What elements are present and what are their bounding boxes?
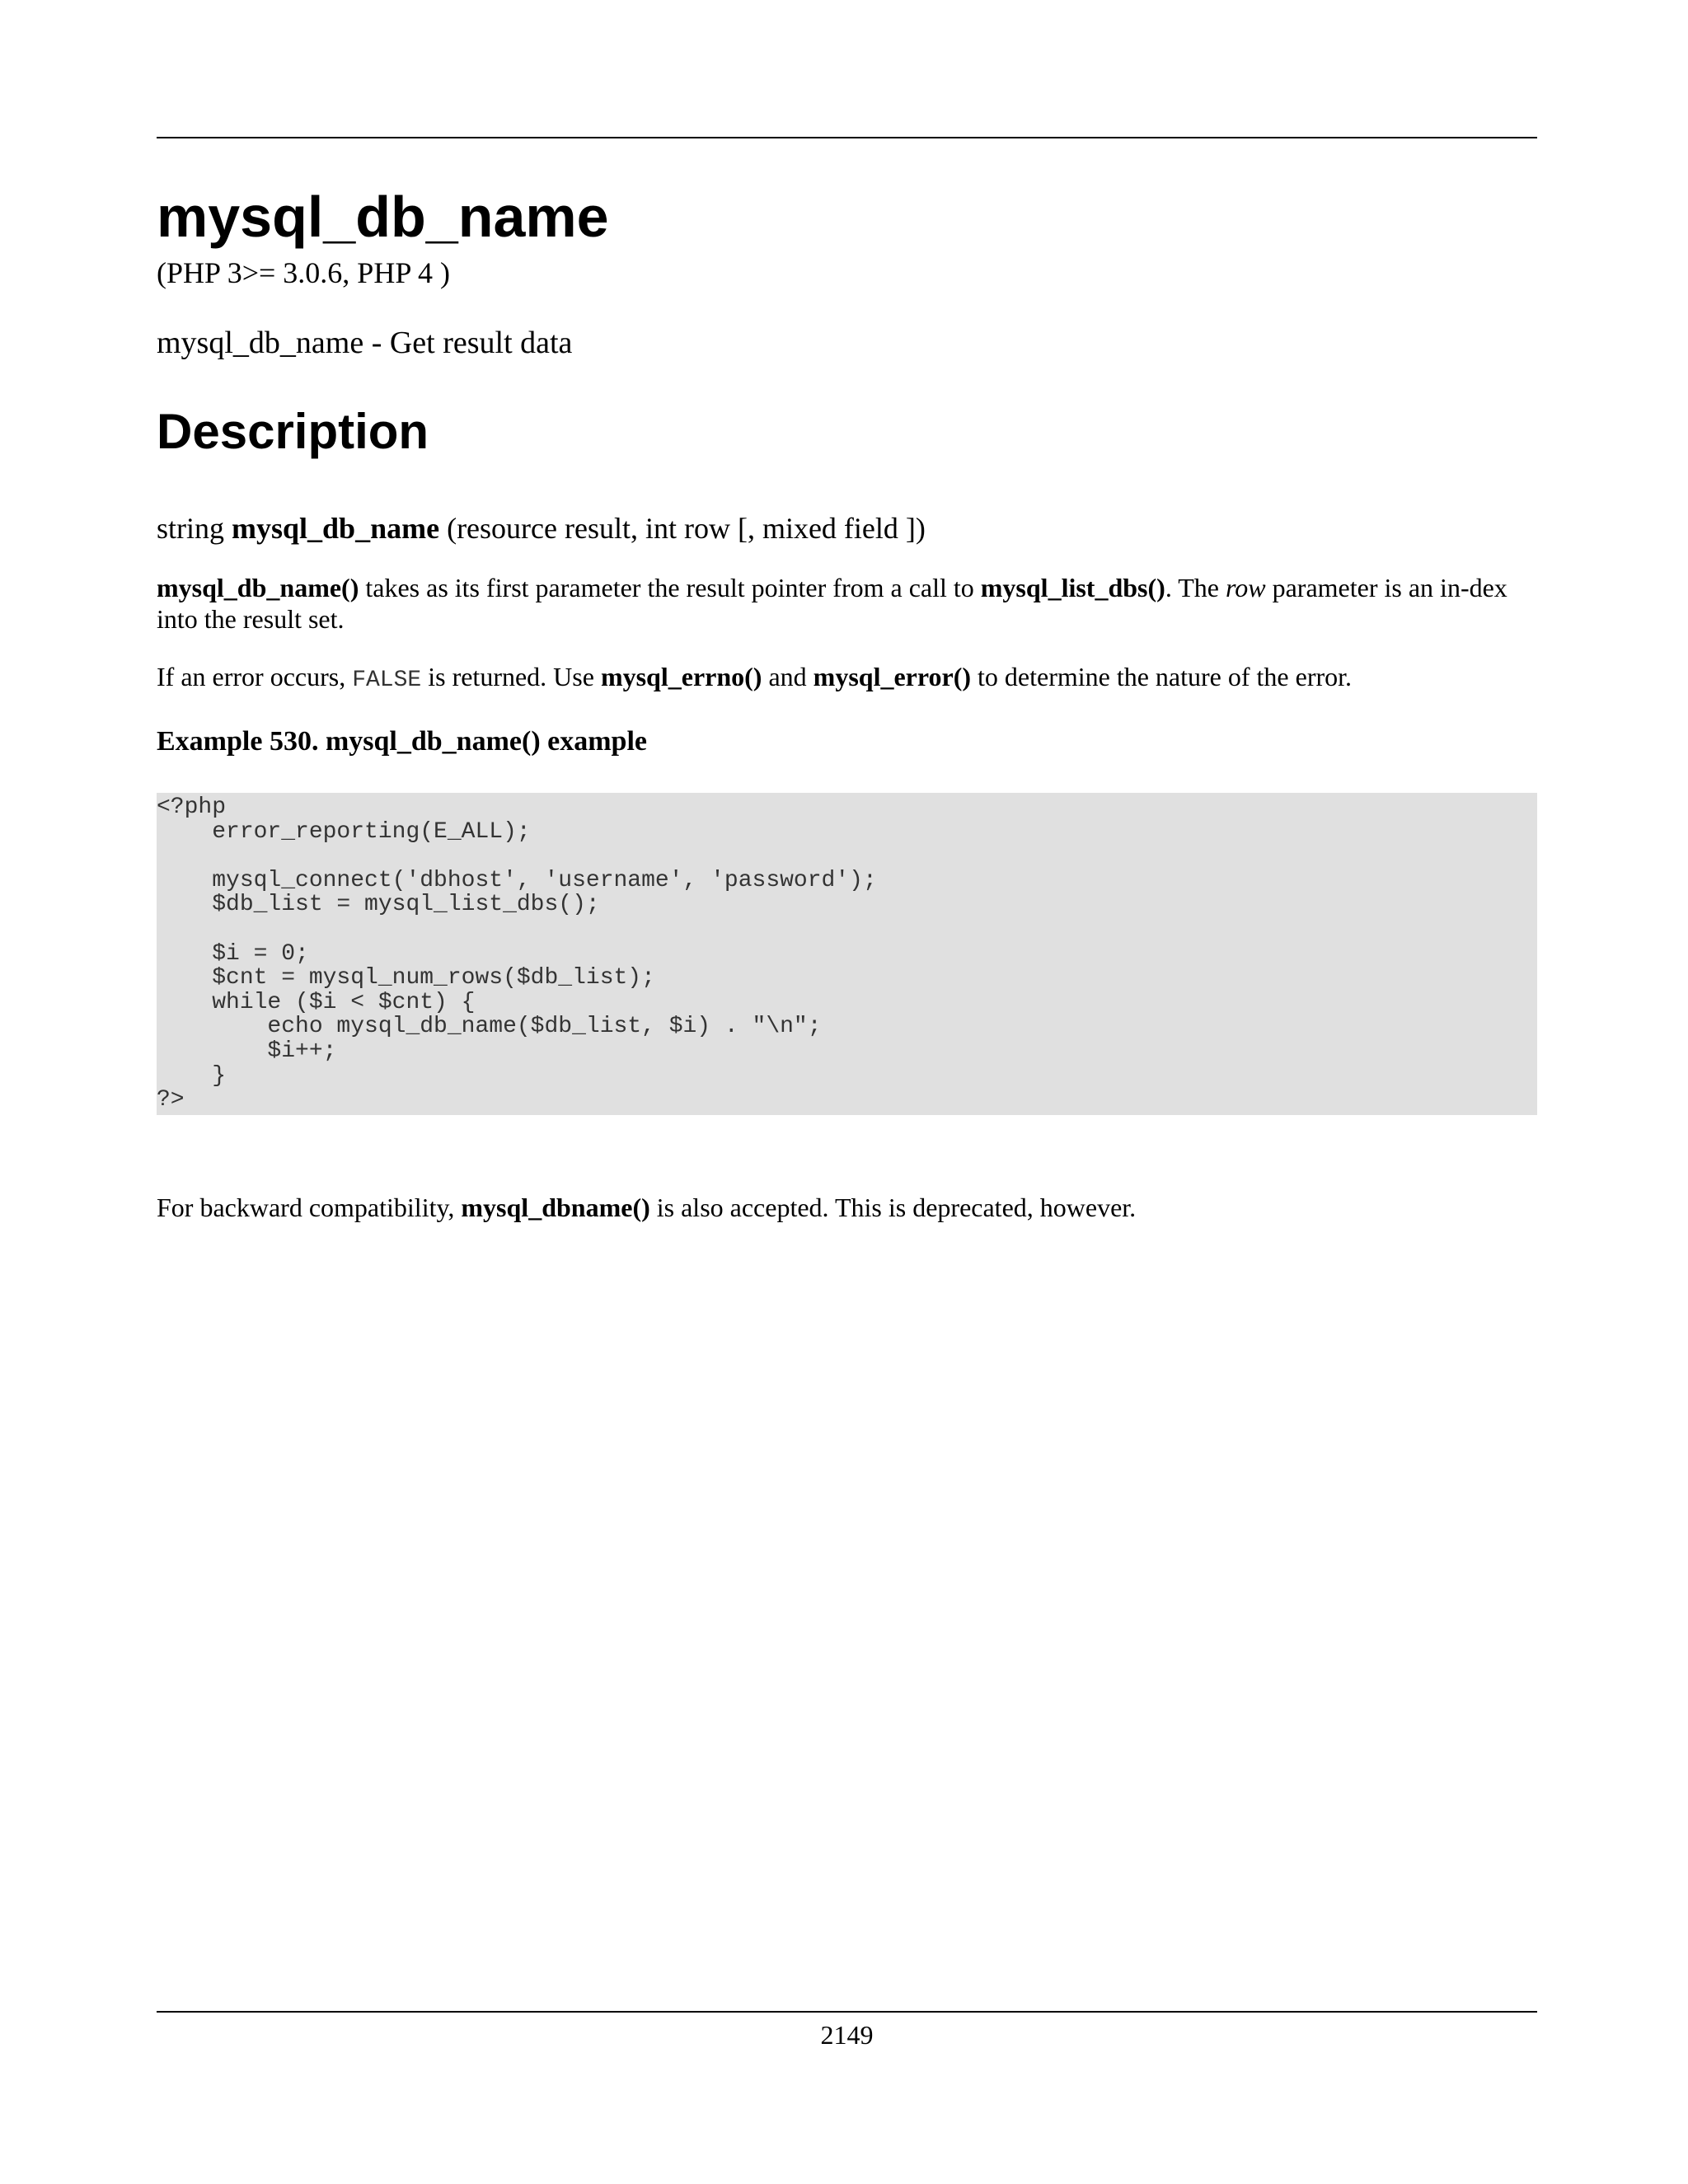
footer-rule: [157, 2011, 1537, 2013]
code-line: while ($i < $cnt) {: [157, 989, 476, 1015]
code-line: error_reporting(E_ALL);: [157, 818, 531, 845]
compatibility-note: [157, 1192, 1537, 1223]
synopsis-params: (resource result, int row [, mixed field ]): [439, 512, 926, 545]
code-line: [157, 917, 1537, 942]
code-example: [157, 793, 1537, 1115]
code-line: <?php: [157, 794, 227, 820]
code-line: $i++;: [157, 1038, 337, 1064]
code-line: $i = 0;: [157, 940, 309, 967]
paragraph-text: . The: [1165, 573, 1226, 602]
error-paragraph: [157, 661, 1537, 696]
code-line: mysql_connect('dbhost', 'username', 'password');: [157, 867, 877, 893]
code-line: ?>: [157, 1087, 185, 1113]
parameter-reference: row: [1225, 573, 1266, 602]
document-page: [157, 0, 1537, 2184]
page-title: mysql_db_name: [157, 185, 609, 249]
page-number: 2149: [820, 2020, 874, 2050]
paragraph-text: takes as its first parameter the result pointer from a call to: [359, 573, 981, 602]
function-reference: mysql_error(): [813, 662, 971, 691]
function-synopsis: [157, 511, 926, 546]
paragraph-text: to determine the nature of the error.: [971, 662, 1353, 691]
function-reference: mysql_db_name(): [157, 573, 359, 602]
code-line: $cnt = mysql_num_rows($db_list);: [157, 965, 655, 991]
paragraph-text: and: [762, 662, 814, 691]
description-paragraph: [157, 572, 1537, 635]
function-purpose: mysql_db_name - Get result data: [157, 326, 573, 360]
paragraph-text: parameter is an in-dex into the result set.: [157, 573, 1507, 634]
code-line: echo mysql_db_name($db_list, $i) . "\n";: [157, 1014, 822, 1040]
paragraph-text: If an error occurs,: [157, 662, 353, 691]
constant-literal: FALSE: [352, 668, 422, 693]
function-reference: mysql_list_dbs(): [980, 573, 1165, 602]
code-line: [157, 844, 1537, 869]
example-title: Example 530. mysql_db_name() example: [157, 726, 647, 757]
synopsis-return-type: string: [157, 512, 232, 545]
paragraph-text: is also accepted. This is deprecated, however.: [649, 1193, 1137, 1222]
code-line: }: [157, 1062, 227, 1089]
function-reference: mysql_errno(): [600, 662, 762, 691]
header-rule: [157, 137, 1537, 138]
function-reference: mysql_dbname(): [461, 1193, 650, 1222]
synopsis-function-name: mysql_db_name: [232, 512, 440, 545]
paragraph-text: For backward compatibility,: [157, 1193, 462, 1222]
code-line: $db_list = mysql_list_dbs();: [157, 892, 600, 918]
description-heading: Description: [157, 404, 429, 459]
paragraph-text: is returned. Use: [421, 662, 601, 691]
version-info: (PHP 3>= 3.0.6, PHP 4 ): [157, 256, 450, 289]
